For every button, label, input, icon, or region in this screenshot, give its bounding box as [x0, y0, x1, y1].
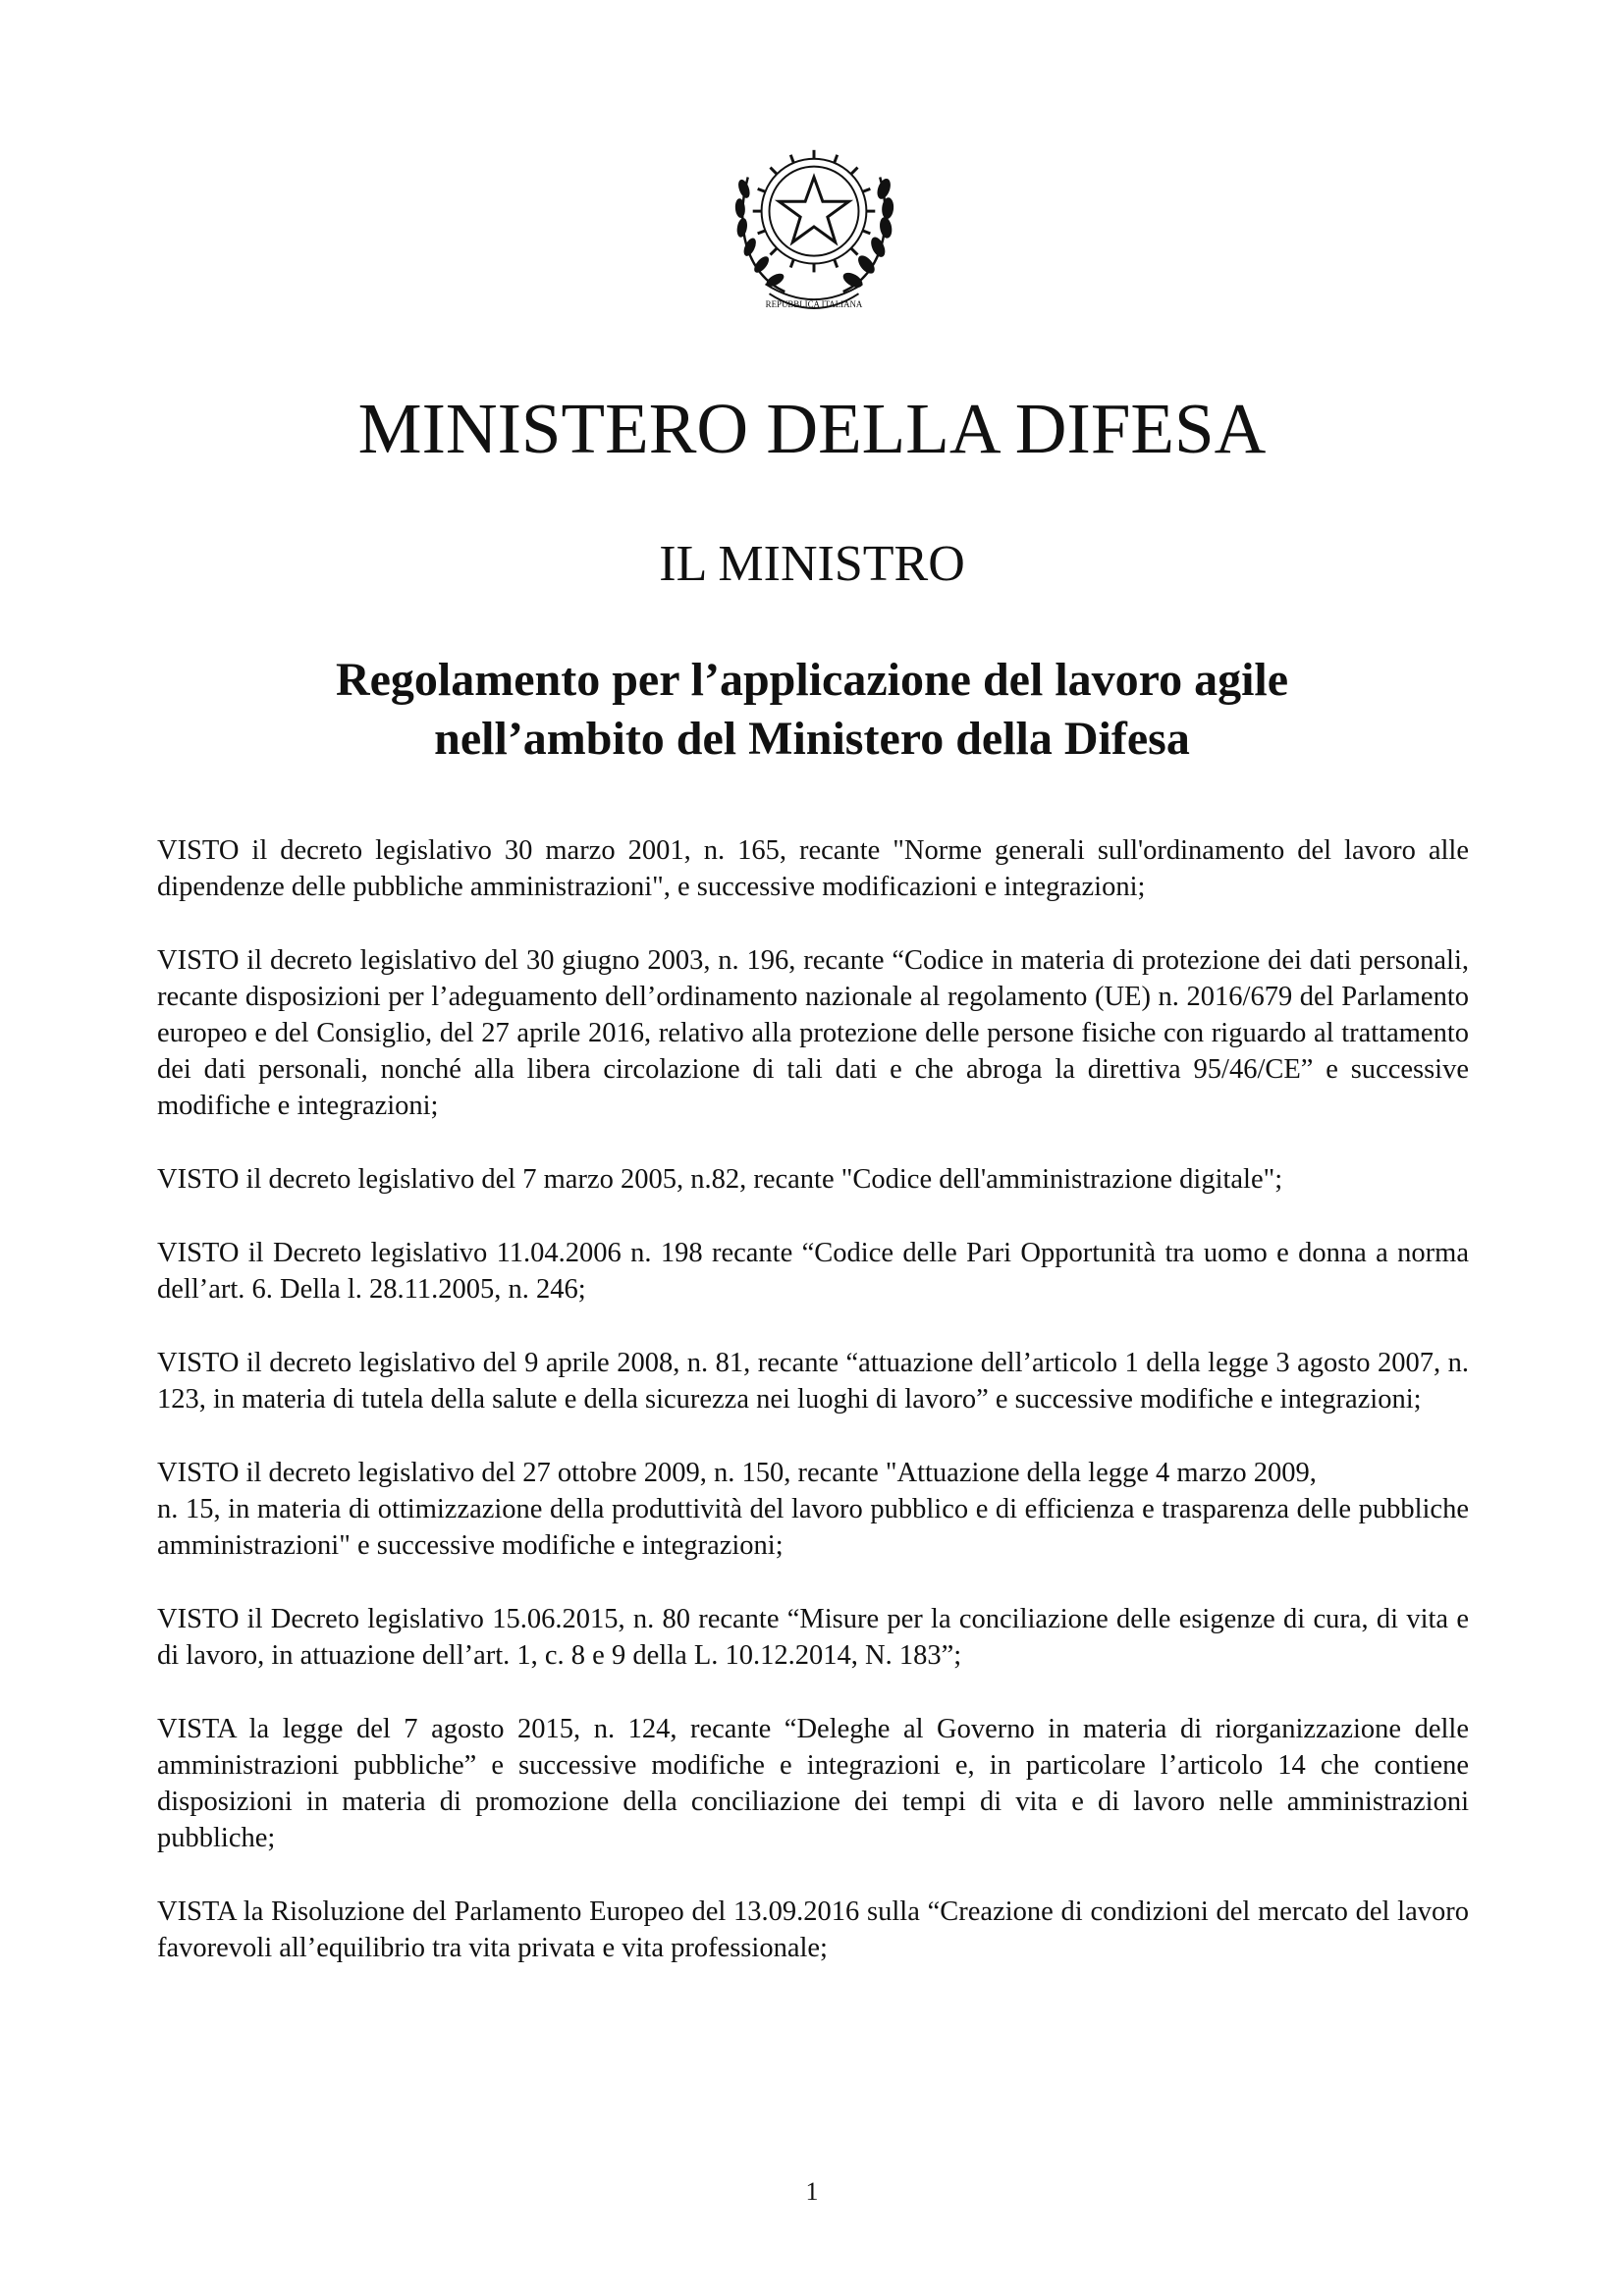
paragraph-text: VISTO il Decreto legislativo 11.04.2006 n. 198 recante “Codice delle Pari Opportunità tra uomo e donna a norma dell’art. 6. Della l. 28.11.2005, n. 246; [157, 1238, 1469, 1305]
visto-paragraph [157, 1601, 1469, 1674]
vista-paragraph [157, 1894, 1469, 1966]
paragraph-text: VISTA la Risoluzione del Parlamento Europeo del 13.09.2016 sulla “Creazione di condizioni del mercato del lavoro favorevoli all’equilibrio tra vita privata e vita professionale; [157, 1896, 1469, 1963]
visto-paragraph [157, 832, 1469, 905]
regulation-title-line: Regolamento per l’applicazione del lavoro agile [335, 654, 1289, 706]
paragraph-text: VISTO il decreto legislativo del 27 ottobre 2009, n. 150, recante "Attuazione della legge 4 marzo 2009, [157, 1458, 1317, 1488]
svg-text:REPUBBLICA ITALIANA: REPUBBLICA ITALIANA [765, 299, 863, 310]
visto-paragraph [157, 942, 1469, 1124]
paragraph-text: VISTO il Decreto legislativo 15.06.2015, n. 80 recante “Misure per la conciliazione delle esigenze di cura, di vita e di lavoro, in attuazione dell’art. 1, c. 8 e 9 della L. 10.12.2014, N. 183”; [157, 1604, 1469, 1671]
vista-paragraph [157, 1711, 1469, 1856]
ministry-title: MINISTERO DELLA DIFESA [357, 389, 1267, 468]
paragraph-text: VISTO il decreto legislativo del 30 giugno 2003, n. 196, recante “Codice in materia di protezione dei dati personali, recante disposizioni per l’adeguamento dell’ordinamento nazionale al regolamento (UE) n. 2016/679 del Parlamento europeo e del Consiglio, del 27 aprile 2016, relativo alla protezione delle persone fisiche con riguardo al trattamento dei dati personali, nonché alla libera circolazione di tali dati e che abroga la direttiva 95/46/CE” e successive modifiche e integrazioni; [157, 945, 1469, 1121]
regulation-title [0, 651, 1624, 769]
minister-title: IL MINISTRO [659, 536, 965, 592]
paragraph-text: n. 15, in materia di ottimizzazione della produttività del lavoro pubblico e di efficienza e trasparenza delle pubbliche amministrazioni" e successive modifiche e integrazioni; [157, 1494, 1469, 1561]
document-body [157, 832, 1469, 2003]
regulation-title-line: nell’ambito del Ministero della Difesa [434, 713, 1190, 765]
paragraph-text: VISTA la legge del 7 agosto 2015, n. 124, recante “Deleghe al Governo in materia di riorganizzazione delle amministrazioni pubbliche” e successive modifiche e integrazioni e, in particolare l’articolo 14 che contiene disposizioni in materia di promozione della conciliazione dei tempi di vita e di lavoro nelle amministrazioni pubbliche; [157, 1714, 1469, 1853]
visto-paragraph [157, 1235, 1469, 1308]
visto-paragraph [157, 1161, 1469, 1198]
visto-paragraph [157, 1455, 1469, 1564]
italian-republic-emblem-icon [727, 128, 901, 314]
visto-paragraph [157, 1345, 1469, 1417]
paragraph-text: VISTO il decreto legislativo del 7 marzo 2005, n.82, recante "Codice dell'amministrazione digitale"; [157, 1164, 1283, 1195]
paragraph-text: VISTO il decreto legislativo del 9 aprile 2008, n. 81, recante “attuazione dell’articolo 1 della legge 3 agosto 2007, n. 123, in materia di tutela della salute e della sicurezza nei luoghi di lavoro” e successive modifiche e integrazioni; [157, 1348, 1469, 1415]
page-number: 1 [805, 2177, 819, 2206]
paragraph-text: VISTO il decreto legislativo 30 marzo 2001, n. 165, recante "Norme generali sull'ordinamento del lavoro alle dipendenze delle pubbliche amministrazioni", e successive modificazioni e integrazioni; [157, 835, 1469, 902]
